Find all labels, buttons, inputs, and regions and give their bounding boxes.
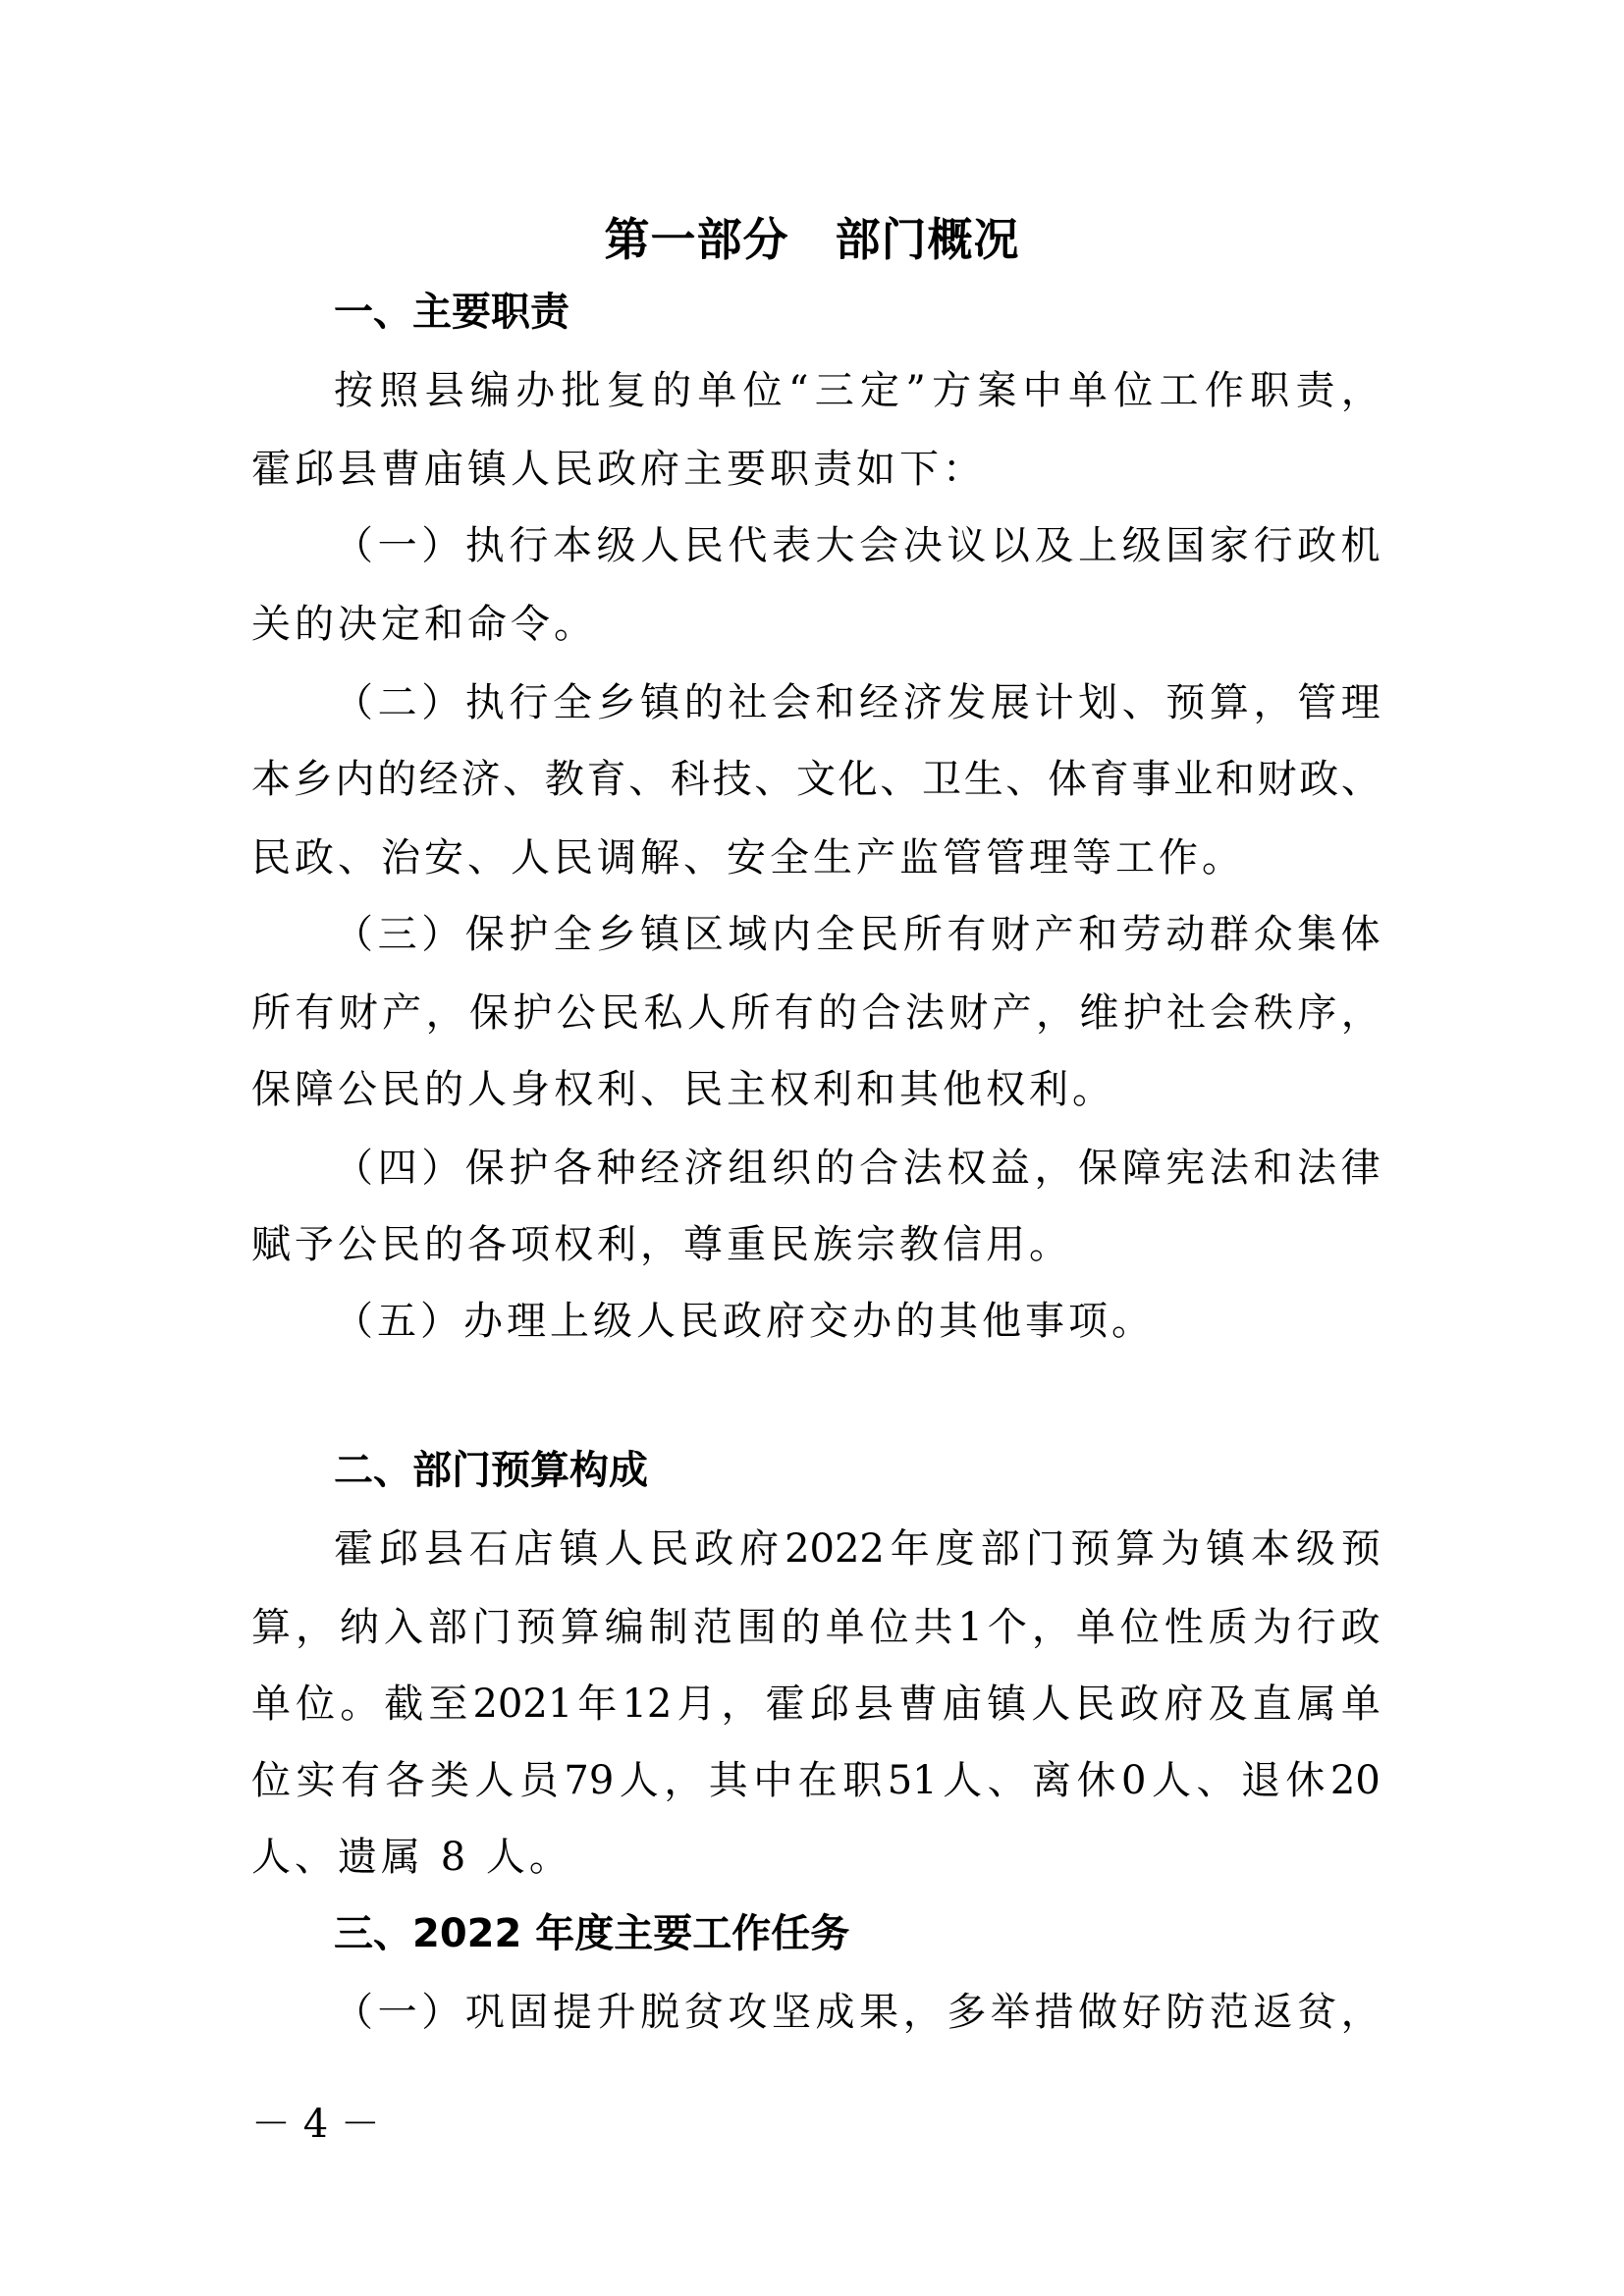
paragraph-line: 霍 邱 县 石 店 镇 人 民 政 府 2022 年 度 部 门 预 算 为 镇 本 级 预 [334,1526,1380,1572]
paragraph-line: 算 ， 纳 入 部 门 预 算 编 制 范 围 的 单 位 共 1 个 ， 单 位 性 质 为 行 政 [251,1605,1380,1650]
paragraph-line: 单 位 。 截 至 2021 年 12 月 ， 霍 邱 县 曹 庙 镇 人 民 政 府 及 直 属 单 [251,1682,1380,1727]
page-title: 第一部分 部门概况 [604,213,1020,266]
paragraph-line: 民政、治安、人民调解、安全生产监管管理等工作。 [251,835,1245,881]
paragraph-line: 本 乡 内 的 经 济 、 教 育 、 科 技 、 文 化 、 卫 生 、 体 育 事 业 和 财 政 、 [251,757,1380,802]
paragraph-line: 所 有 财 产 ， 保 护 公 民 私 人 所 有 的 合 法 财 产 ， 维 护 社 会 秩 序 ， [251,990,1380,1036]
paragraph-line: （ 三 ） 保 护 全 乡 镇 区 域 内 全 民 所 有 财 产 和 劳 动 群 众 集 体 [334,912,1380,957]
paragraph-line: 位 实 有 各 类 人 员 79 人 ， 其 中 在 职 51 人 、 离 休 0 人 、 退 休 20 [251,1758,1380,1803]
paragraph-line: （ 二 ） 执 行 全 乡 镇 的 社 会 和 经 济 发 展 计 划 、 预 算 ， 管 理 [334,680,1380,725]
paragraph-line: 人、遗属 8 人。 [251,1835,572,1880]
section-heading-budget-composition: 二、部门预算构成 [334,1448,648,1493]
paragraph-line: 保障公民的人身权利、民主权利和其他权利。 [251,1067,1115,1112]
paragraph-line: 关的决定和命令。 [251,602,597,647]
paragraph-line: 赋予公民的各项权利，尊重民族宗教信用。 [251,1222,1072,1267]
paragraph-line: 按 照 县 编 办 批 复 的 单 位 “ 三 定 ” 方 案 中 单 位 工 作 职 责 ， [334,368,1380,413]
paragraph-line: （ 四 ） 保 护 各 种 经 济 组 织 的 合 法 权 益 ， 保 障 宪 法 和 法 律 [334,1146,1380,1191]
page-number: － 4 － [251,2102,380,2147]
section-heading-main-tasks: 三、2022 年度主要工作任务 [334,1911,850,1956]
paragraph-line: （ 一 ） 巩 固 提 升 脱 贫 攻 坚 成 果 ， 多 举 措 做 好 防 范 返 贫 ， [334,1990,1380,2035]
paragraph-line: （五）办理上级人民政府交办的其他事项。 [334,1299,1155,1344]
paragraph-line: 霍邱县曹庙镇人民政府主要职责如下： [251,447,986,492]
section-heading-main-duties: 一、主要职责 [334,290,569,335]
paragraph-line: （ 一 ） 执 行 本 级 人 民 代 表 大 会 决 议 以 及 上 级 国 家 行 政 机 [334,523,1380,568]
